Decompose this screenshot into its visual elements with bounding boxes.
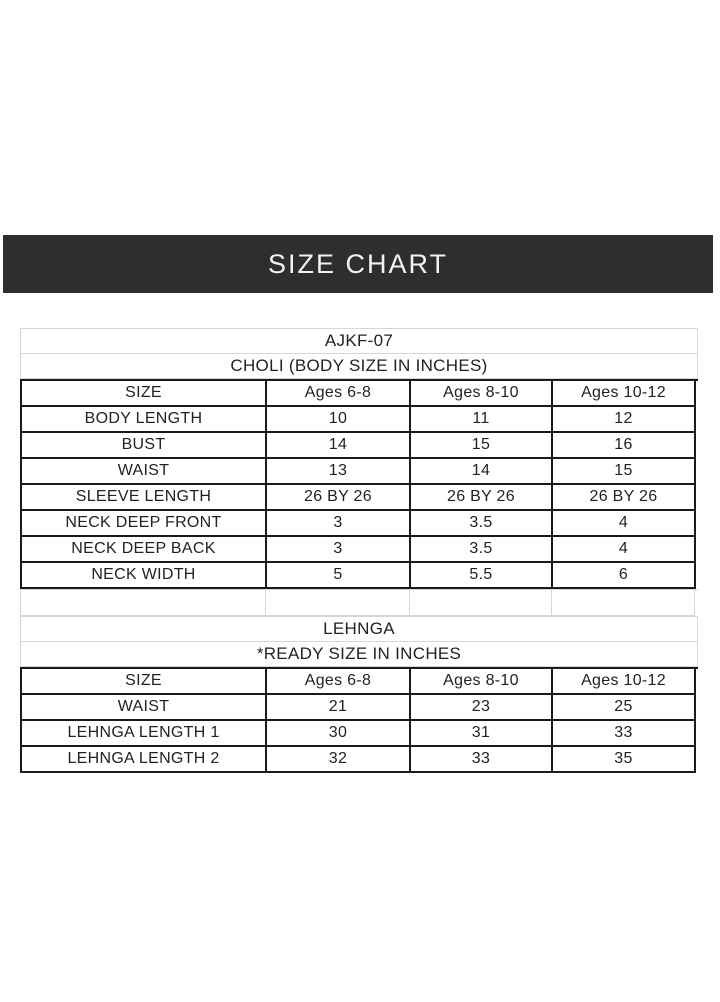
table-cell: 15 [553, 459, 696, 485]
table-cell: 5.5 [411, 563, 553, 589]
table-cell: 3 [267, 537, 411, 563]
row-label-lehnga-length-1: LEHNGA LENGTH 1 [22, 721, 267, 747]
table-cell: 30 [267, 721, 411, 747]
table-cell: 11 [411, 407, 553, 433]
page-title: SIZE CHART [267, 248, 449, 279]
row-label-sleeve-length: SLEEVE LENGTH [22, 485, 267, 511]
size-chart-sheet [20, 328, 698, 773]
lehnga-column-header-ages-10-12: Ages 10-12 [553, 669, 696, 695]
table-cell: 26 BY 26 [267, 485, 411, 511]
spacer-cell [266, 590, 410, 616]
table-cell: 16 [553, 433, 696, 459]
spacer-cell [410, 590, 552, 616]
table-cell: 35 [553, 747, 696, 773]
table-cell: 14 [411, 459, 553, 485]
choli-column-header-size: SIZE [22, 381, 267, 407]
table-cell: 10 [267, 407, 411, 433]
table-cell: 21 [267, 695, 411, 721]
row-label-waist: WAIST [22, 459, 267, 485]
choli-section-title: CHOLI (BODY SIZE IN INCHES) [230, 356, 488, 375]
table-cell: 3.5 [411, 511, 553, 537]
product-code: AJKF-07 [324, 331, 394, 350]
table-cell: 26 BY 26 [553, 485, 696, 511]
choli-column-header-ages-10-12: Ages 10-12 [553, 381, 696, 407]
table-cell: 13 [267, 459, 411, 485]
lehnga-section-subtitle: *READY SIZE IN INCHES [256, 644, 462, 663]
spacer-cell [552, 590, 695, 616]
lehnga-measurements-table [20, 667, 698, 773]
row-label-neck-deep-back: NECK DEEP BACK [22, 537, 267, 563]
table-cell: 12 [553, 407, 696, 433]
choli-section-title-row [20, 353, 698, 379]
table-cell: 4 [553, 511, 696, 537]
spacer-cell [21, 590, 266, 616]
row-label-bust: BUST [22, 433, 267, 459]
choli-measurements-table [20, 379, 698, 589]
table-cell: 5 [267, 563, 411, 589]
lehnga-section-title: LEHNGA [323, 619, 395, 638]
lehnga-column-header-ages-8-10: Ages 8-10 [411, 669, 553, 695]
lehnga-column-header-size: SIZE [22, 669, 267, 695]
lehnga-section-subtitle-row [20, 641, 698, 667]
row-label-body-length: BODY LENGTH [22, 407, 267, 433]
section-spacer-row [20, 589, 698, 616]
lehnga-column-header-ages-6-8: Ages 6-8 [267, 669, 411, 695]
product-code-row [20, 328, 698, 354]
table-cell: 4 [553, 537, 696, 563]
row-label-waist: WAIST [22, 695, 267, 721]
table-cell: 6 [553, 563, 696, 589]
table-cell: 3 [267, 511, 411, 537]
table-cell: 25 [553, 695, 696, 721]
row-label-neck-width: NECK WIDTH [22, 563, 267, 589]
row-label-neck-deep-front: NECK DEEP FRONT [22, 511, 267, 537]
table-cell: 33 [411, 747, 553, 773]
table-cell: 26 BY 26 [411, 485, 553, 511]
table-cell: 32 [267, 747, 411, 773]
table-cell: 33 [553, 721, 696, 747]
choli-column-header-ages-8-10: Ages 8-10 [411, 381, 553, 407]
choli-column-header-ages-6-8: Ages 6-8 [267, 381, 411, 407]
table-cell: 23 [411, 695, 553, 721]
size-chart-header-band [3, 235, 713, 293]
row-label-lehnga-length-2: LEHNGA LENGTH 2 [22, 747, 267, 773]
lehnga-section-title-row [20, 616, 698, 642]
table-cell: 31 [411, 721, 553, 747]
table-cell: 3.5 [411, 537, 553, 563]
table-cell: 14 [267, 433, 411, 459]
table-cell: 15 [411, 433, 553, 459]
